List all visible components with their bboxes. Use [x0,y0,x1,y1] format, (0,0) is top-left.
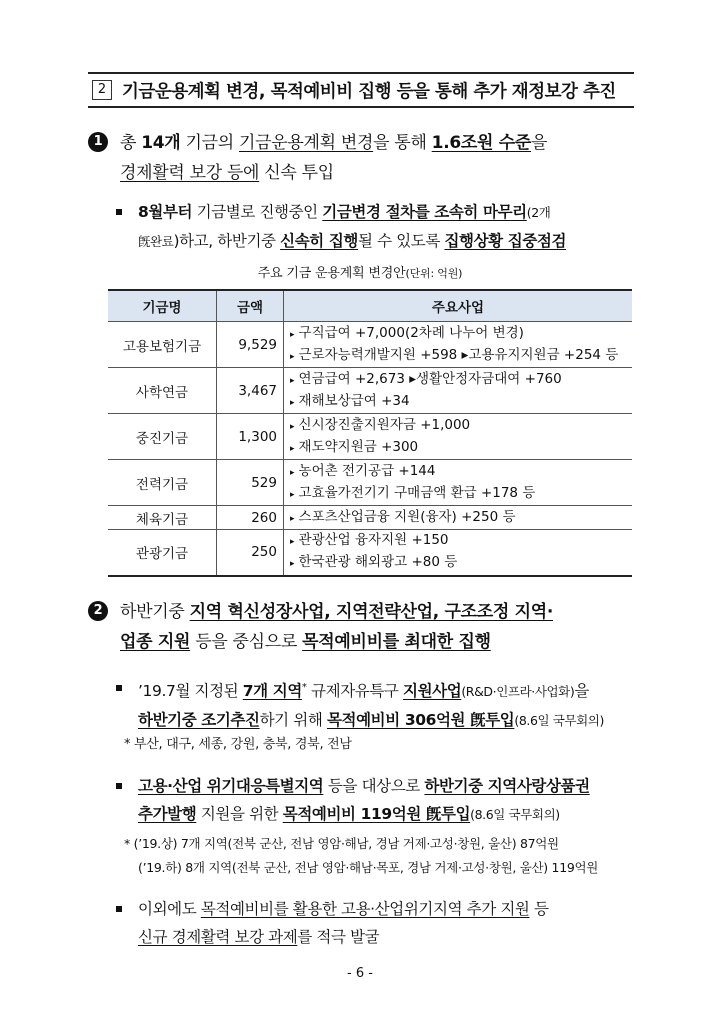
triangle-bullet-icon: ▸ [290,467,295,478]
point-1-line-1: 총 14개 기금의 기금운용계획 변경을 통해 1.6조원 수준을 [120,133,548,153]
fund-items: ▸ 신시장진출지원자금 +1,000 ▸ 재도약지원금 +300 [284,414,633,460]
fund-name: 중진기금 [108,414,217,460]
section-header [88,72,634,108]
circle-number-2: 2 [88,601,108,621]
point-1-line-2: 경제활력 보강 등에 신속 투입 [120,163,334,183]
triangle-bullet-icon: ▸ [290,513,295,524]
square-bullet-icon [116,906,122,912]
square-bullet-icon [116,685,122,691]
bullet-4: 이외에도 목적예비비를 활용한 고용·산업위기지역 추가 지원 등 신규 경제활력 보강 과제를 적극 발굴 [138,895,549,951]
table-row [108,322,632,368]
table-row [108,368,632,414]
triangle-bullet-icon: ▸ [290,397,295,408]
fund-name: 사학연금 [108,368,217,414]
fund-amount: 260 [217,506,284,530]
table-caption: 주요 기금 운용계획 변경안(단위: 억원) [257,266,463,281]
triangle-bullet-icon: ▸ [290,329,295,340]
table-row [108,530,632,576]
fund-amount: 250 [217,530,284,576]
triangle-bullet-icon: ▸ [290,443,295,454]
triangle-bullet-icon: ▸ [290,351,295,362]
footnote-regions: * 부산, 대구, 세종, 강원, 충북, 경북, 전남 [124,737,352,752]
section-number: 2 [92,80,112,100]
triangle-bullet-icon: ▸ [290,375,295,386]
triangle-bullet-icon: ▸ [290,489,295,500]
point-1 [93,128,548,188]
bullet-3: 고용·산업 위기대응특별지역 등을 대상으로 하반기중 지역사랑상품권 추가발행 지원을 위한 목적예비비 119억원 旣투입(8.6일 국무회의) [138,772,590,829]
fund-name: 전력기금 [108,460,217,506]
footnote-voucher: * (’19.상) 7개 지역(전북 군산, 전남 영암·해남, 경남 거제·고성·창원, 울산) 87억원 (’19.하) 8개 지역(전북 군산, 전남 영암·해남·목포, 경남 거제·고성·창원, 울산) 119억원 [124,836,599,875]
col-header-fund: 기금명 [108,290,217,322]
page-number: - 6 - [347,966,373,981]
fund-items: ▸ 스포츠산업금융 지원(융자) +250 등 [284,506,633,530]
circle-number-1: 1 [88,132,108,152]
table-row [108,460,632,506]
square-bullet-icon [116,783,122,789]
fund-items: ▸ 구직급여 +7,000(2차례 나누어 변경) ▸ 근로자능력개발지원 +598 ▸고용유지지원금 +254 등 [284,322,633,368]
col-header-items: 주요사업 [284,290,633,322]
table-row [108,506,632,530]
point-2: 2 하반기중 지역 혁신성장사업, 지역전략산업, 구조조정 지역· 업종 지원 등을 중심으로 목적예비비를 최대한 집행 [120,597,553,657]
fund-name: 관광기금 [108,530,217,576]
square-bullet-icon [116,209,122,215]
bullet-2: ’19.7월 지정된 7개 지역* 규제자유특구 지원사업(R&D·인프라·사업화)을 하반기중 조기추진하기 위해 목적예비비 306억원 旣투입(8.6일 국무회의) [138,674,604,735]
triangle-bullet-icon: ▸ [290,559,295,570]
table-row [108,414,632,460]
fund-items: ▸ 연금급여 +2,673 ▸생활안정자금대여 +760 ▸ 재해보상급여 +34 [284,368,633,414]
fund-items: ▸ 농어촌 전기공급 +144 ▸ 고효율가전기기 구매금액 환급 +178 등 [284,460,633,506]
fund-amount: 529 [217,460,284,506]
table-header-row [108,290,632,322]
fund-amount: 9,529 [217,322,284,368]
fund-name: 고용보험기금 [108,322,217,368]
bullet-1: 8월부터 기금별로 진행중인 기금변경 절차를 조속히 마무리(2개 旣완료)하고, 하반기중 신속히 집행될 수 있도록 집행상황 집중점검 [138,198,566,256]
triangle-bullet-icon: ▸ [290,537,295,548]
section-title: 기금운용계획 변경, 목적예비비 집행 등을 통해 추가 재정보강 추진 [122,81,616,102]
fund-amount: 1,300 [217,414,284,460]
triangle-bullet-icon: ▸ [290,421,295,432]
col-header-amount: 금액 [217,290,284,322]
fund-name: 체육기금 [108,506,217,530]
fund-change-table [108,289,632,577]
fund-items: ▸ 관광산업 융자지원 +150 ▸ 한국관광 해외광고 +80 등 [284,530,633,576]
fund-amount: 3,467 [217,368,284,414]
